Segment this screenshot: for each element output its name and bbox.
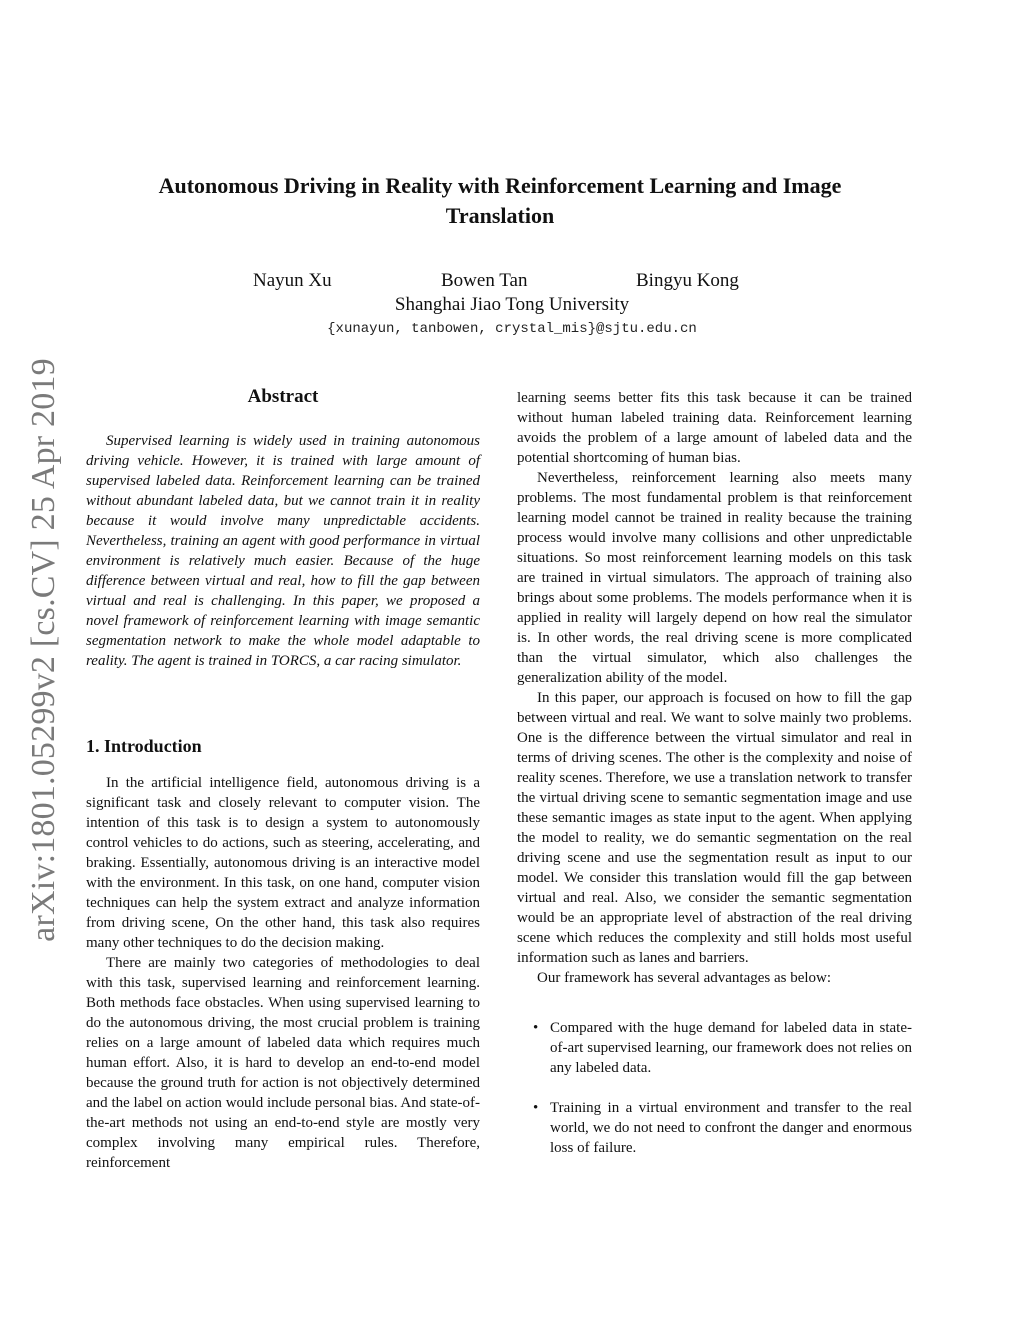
author-emails: {xunayun, tanbowen, crystal_mis}@sjtu.edu.cn <box>327 321 697 337</box>
author-name: Nayun Xu <box>253 270 332 291</box>
list-item-text: Training in a virtual environment and transfer to the real world, we do not need to confront the danger and enormous loss of failure. <box>550 1100 912 1156</box>
abstract-text: Supervised learning is widely used in training autonomous driving vehicle. However, it is trained with large amount of supervised labeled data. Reinforcement learning can be trained without abundant labeled data, but we cannot train it in reality because it would involve many unpredictable accidents. Nevertheless, training an agent with good performance in virtual environment is relatively much easier. Because of the huge difference between virtual and real, how to fill the gap between virtual and real is challenging. In this paper, we proposed a novel framework of reinforcement learning with image semantic segmentation network to make the whole model adaptable to reality. The agent is trained in TORCS, a car racing simulator. <box>86 433 480 669</box>
list-item <box>517 1018 912 1078</box>
body-paragraph: Nevertheless, reinforcement learning also meets many problems. The most fundamental problem is that reinforcement learning model cannot be trained in reality because the training process would involve many collisions and other unpredictable situations. So most reinforcement learning models on this task are trained in virtual simulators. The approach of training also brings about some problems. The models performance when it is applied in reality will largely depend on how real the simulator is. In other words, the real driving scene is more complicated than the virtual simulator, which also challenges the generalization ability of the model. <box>517 470 912 686</box>
body-paragraph: learning seems better fits this task because it can be trained without human labeled training data. Reinforcement learning avoids the problem of a large amount of labeled data and the potential shortcoming of human bias. <box>517 390 912 466</box>
advantages-list <box>517 1018 912 1158</box>
list-item <box>517 1098 912 1158</box>
author-name: Bingyu Kong <box>636 270 739 291</box>
body-paragraph: Our framework has several advantages as below: <box>537 970 832 986</box>
body-paragraph: In this paper, our approach is focused on how to fill the gap between virtual and real. We want to solve mainly two problems. One is the difference between the virtual simulator and real in terms of driving scenes. The other is the complexity and noise of reality scenes. Therefore, we use a translation network to transfer the virtual driving scene to semantic segmentation image and use these semantic images as state input to the agent. When applying the model to reality, we do semantic segmentation on the real driving scene and use the segmentation result as input to our model. We consider this translation would fill the gap between virtual and real. Also, we consider the semantic segmentation would be an appropriate level of abstraction of the real driving scene which reduces the complexity and still holds most useful information such as lanes and barriers. <box>517 690 912 966</box>
right-column <box>517 388 912 1178</box>
body-paragraph: There are mainly two categories of methodologies to deal with this task, supervised learning and reinforcement learning. Both methods face obstacles. When using supervised learning to do the autonomous driving, the most crucial problem is training relies on a large amount of labeled data which requires much human effort. Also, it is hard to develop an end-to-end model because the ground truth for action is not objectively determined and the label on action would include personal bias. And state-of-the-art methods not using an end-to-end style are mostly very complex involving many empirical rules. Therefore, reinforcement <box>86 955 480 1171</box>
abstract-section <box>86 431 480 671</box>
introduction-left-column <box>86 773 480 1173</box>
author-name: Bowen Tan <box>441 270 528 291</box>
affiliation: Shanghai Jiao Tong University <box>394 294 630 315</box>
list-item-text: Compared with the huge demand for labeled data in state-of-art supervised learning, our framework does not relies on any labeled data. <box>550 1020 912 1076</box>
bullet-icon: • <box>533 1100 539 1116</box>
abstract-heading: Abstract <box>247 386 319 407</box>
bullet-icon: • <box>533 1020 539 1036</box>
introduction-heading: 1. Introduction <box>86 736 202 756</box>
body-paragraph: In the artificial intelligence field, autonomous driving is a significant task and closely relevant to computer vision. The intention of this task is to design a system to autonomously control vehicles to do actions, such as steering, accelerating, and braking. Essentially, autonomous driving is an interactive model with the environment. In this task, on one hand, computer vision techniques can help the system extract and analyze information from driving scene, On the other hand, this task also requires many other techniques to do the decision making. <box>86 775 480 951</box>
arxiv-identifier: arXiv:1801.05299v2 [cs.CV] 25 Apr 2019 <box>25 358 62 942</box>
author-list <box>0 270 1024 294</box>
paper-title: Autonomous Driving in Reality with Reinforcement Learning and Image Translation <box>158 173 842 228</box>
